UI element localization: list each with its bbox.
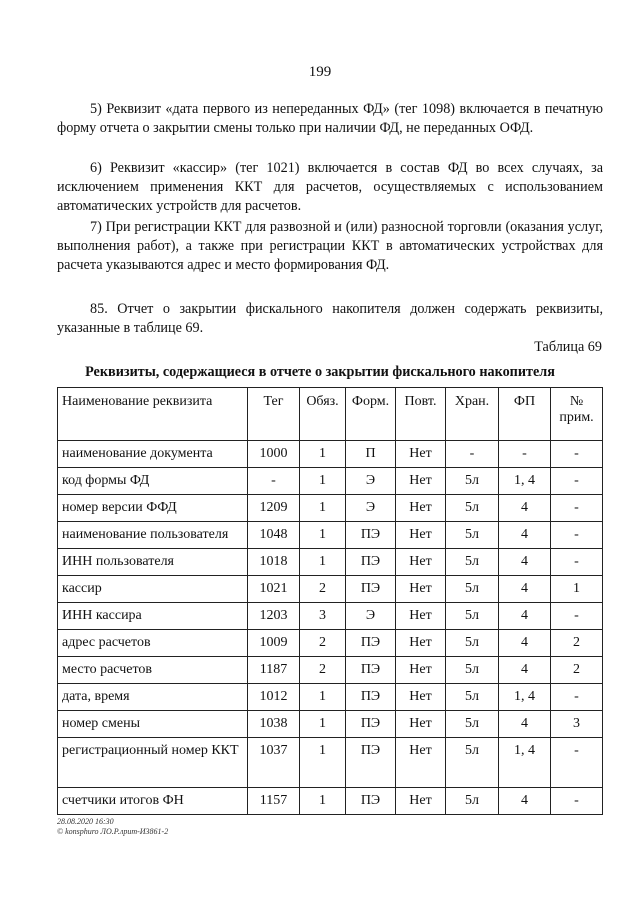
header-name: Наименование реквизита [58, 388, 248, 441]
paragraph-text: 7) При регистрации ККТ для развозной и (или) разносной торговли (оказания услуг, выполнения работ), а также при регистрации ККТ в автоматических устройствах для расчета указываются адрес и место формирования ФД. [57, 219, 603, 273]
table-cell: 2 [551, 630, 603, 657]
table-cell: Нет [396, 603, 446, 630]
table-cell: ПЭ [346, 576, 396, 603]
table-row [58, 603, 603, 630]
table-cell: номер версии ФФД [58, 495, 248, 522]
table-cell: Нет [396, 657, 446, 684]
table-cell: 1018 [248, 549, 300, 576]
table-cell: 1 [300, 549, 346, 576]
table-cell: 5л [446, 549, 499, 576]
paragraph-text: 5) Реквизит «дата первого из непереданных ФД» (тег 1098) включается в печатную форму отчета о закрытии смены только при наличии ФД, не переданных ОФД. [57, 101, 603, 136]
table-cell: 4 [499, 603, 551, 630]
table-cell: Нет [396, 549, 446, 576]
table-cell: - [248, 468, 300, 495]
table-row [58, 684, 603, 711]
table-cell: П [346, 441, 396, 468]
table-cell: ИНН кассира [58, 603, 248, 630]
table-cell: 4 [499, 522, 551, 549]
table-cell: Э [346, 495, 396, 522]
table-cell: 3 [300, 603, 346, 630]
table-cell: ИНН пользователя [58, 549, 248, 576]
table-cell: - [551, 603, 603, 630]
table-cell: ПЭ [346, 788, 396, 815]
table-cell: 1187 [248, 657, 300, 684]
table-header-row [58, 388, 603, 441]
table-cell: 1000 [248, 441, 300, 468]
table-cell: 1 [300, 788, 346, 815]
table-cell: - [551, 495, 603, 522]
header-note: № прим. [551, 388, 603, 441]
table-cell: дата, время [58, 684, 248, 711]
table-cell: 4 [499, 788, 551, 815]
table-cell: 4 [499, 711, 551, 738]
table-cell: 4 [499, 630, 551, 657]
table-row [58, 522, 603, 549]
table-cell: - [499, 441, 551, 468]
table-cell: 1 [300, 495, 346, 522]
table-cell: Нет [396, 522, 446, 549]
table-cell: - [446, 441, 499, 468]
table-cell: кассир [58, 576, 248, 603]
table-row [58, 788, 603, 815]
table-cell: - [551, 738, 603, 788]
header-tag: Тег [248, 388, 300, 441]
table-cell: Нет [396, 684, 446, 711]
table-cell: Нет [396, 468, 446, 495]
table-cell: 5л [446, 522, 499, 549]
table-cell: - [551, 468, 603, 495]
requisites-table [57, 387, 603, 815]
table-cell: ПЭ [346, 522, 396, 549]
paragraph-note-5 [57, 100, 603, 138]
table-row [58, 495, 603, 522]
table-cell: адрес расчетов [58, 630, 248, 657]
table-cell: Нет [396, 441, 446, 468]
table-cell: ПЭ [346, 657, 396, 684]
table-row [58, 441, 603, 468]
table-cell: - [551, 788, 603, 815]
table-cell: 1 [300, 738, 346, 788]
table-cell: 1 [300, 468, 346, 495]
table-cell: Нет [396, 738, 446, 788]
table-cell: 1157 [248, 788, 300, 815]
table-cell: Нет [396, 630, 446, 657]
table-cell: Нет [396, 788, 446, 815]
table-cell: 1009 [248, 630, 300, 657]
table-cell: ПЭ [346, 549, 396, 576]
paragraph-note-6 [57, 159, 603, 216]
table-cell: счетчики итогов ФН [58, 788, 248, 815]
table-cell: 1 [300, 711, 346, 738]
footer-date: 28.08.2020 16:30 [57, 817, 114, 826]
table-cell: 4 [499, 576, 551, 603]
table-cell: Нет [396, 711, 446, 738]
table-cell: 2 [300, 657, 346, 684]
paragraph-text: 6) Реквизит «кассир» (тег 1021) включается в состав ФД во всех случаях, за исключением применения ККТ для расчетов, осуществляемых с использованием автоматических устройств для расчетов. [57, 160, 603, 214]
header-fp: ФП [499, 388, 551, 441]
table-cell: 4 [499, 495, 551, 522]
paragraph-text: 85. Отчет о закрытии фискального накопителя должен содержать реквизиты, указанные в таблице 69. [57, 301, 603, 336]
table-row [58, 549, 603, 576]
table-cell: 5л [446, 711, 499, 738]
table-cell: номер смены [58, 711, 248, 738]
header-mandatory: Обяз. [300, 388, 346, 441]
table-cell: ПЭ [346, 684, 396, 711]
table-row [58, 711, 603, 738]
table-cell: ПЭ [346, 711, 396, 738]
table-cell: 1048 [248, 522, 300, 549]
table-cell: Э [346, 468, 396, 495]
paragraph-85 [57, 300, 603, 338]
table-cell: 1038 [248, 711, 300, 738]
table-cell: 1 [300, 522, 346, 549]
table-cell: 1012 [248, 684, 300, 711]
table-cell: 2 [300, 630, 346, 657]
table-cell: 1 [300, 441, 346, 468]
table-cell: 1, 4 [499, 738, 551, 788]
table-cell: - [551, 549, 603, 576]
table-row [58, 738, 603, 788]
table-row [58, 576, 603, 603]
table-cell: 2 [551, 657, 603, 684]
header-storage: Хран. [446, 388, 499, 441]
table-cell: ПЭ [346, 738, 396, 788]
table-cell: наименование документа [58, 441, 248, 468]
table-cell: 1 [551, 576, 603, 603]
table-cell: 3 [551, 711, 603, 738]
paragraph-note-7 [57, 218, 603, 275]
table-cell: 1037 [248, 738, 300, 788]
table-cell: 2 [300, 576, 346, 603]
table-cell: 1203 [248, 603, 300, 630]
table-row [58, 630, 603, 657]
table-cell: 4 [499, 549, 551, 576]
table-cell: место расчетов [58, 657, 248, 684]
table-cell: регистрационный номер ККТ [58, 738, 248, 788]
footer-stamp [57, 817, 168, 837]
table-cell: 5л [446, 630, 499, 657]
table-label: Таблица 69 [534, 339, 602, 355]
table-cell: Нет [396, 495, 446, 522]
table-cell: 1, 4 [499, 468, 551, 495]
table-cell: - [551, 684, 603, 711]
table-cell: 5л [446, 738, 499, 788]
table-cell: 5л [446, 495, 499, 522]
table-cell: 1209 [248, 495, 300, 522]
table-cell: Нет [396, 576, 446, 603]
table-cell: 1, 4 [499, 684, 551, 711]
header-repeat: Повт. [396, 388, 446, 441]
table-row [58, 468, 603, 495]
table-cell: 5л [446, 684, 499, 711]
table-cell: 5л [446, 468, 499, 495]
footer-doc-id: © konsphuro ЛО.Р.лрит-И3861-2 [57, 827, 169, 836]
table-row [58, 657, 603, 684]
table-cell: код формы ФД [58, 468, 248, 495]
page-number: 199 [308, 64, 332, 80]
table-cell: 1 [300, 684, 346, 711]
table-cell: - [551, 522, 603, 549]
table-title: Реквизиты, содержащиеся в отчете о закрытии фискального накопителя [85, 364, 555, 380]
table-cell: 5л [446, 576, 499, 603]
table-cell: ПЭ [346, 630, 396, 657]
header-form: Форм. [346, 388, 396, 441]
table-cell: - [551, 441, 603, 468]
table-cell: 1021 [248, 576, 300, 603]
table-cell: 5л [446, 657, 499, 684]
table-cell: 5л [446, 788, 499, 815]
table-cell: 5л [446, 603, 499, 630]
table-cell: наименование пользователя [58, 522, 248, 549]
table-cell: 4 [499, 657, 551, 684]
table-cell: Э [346, 603, 396, 630]
